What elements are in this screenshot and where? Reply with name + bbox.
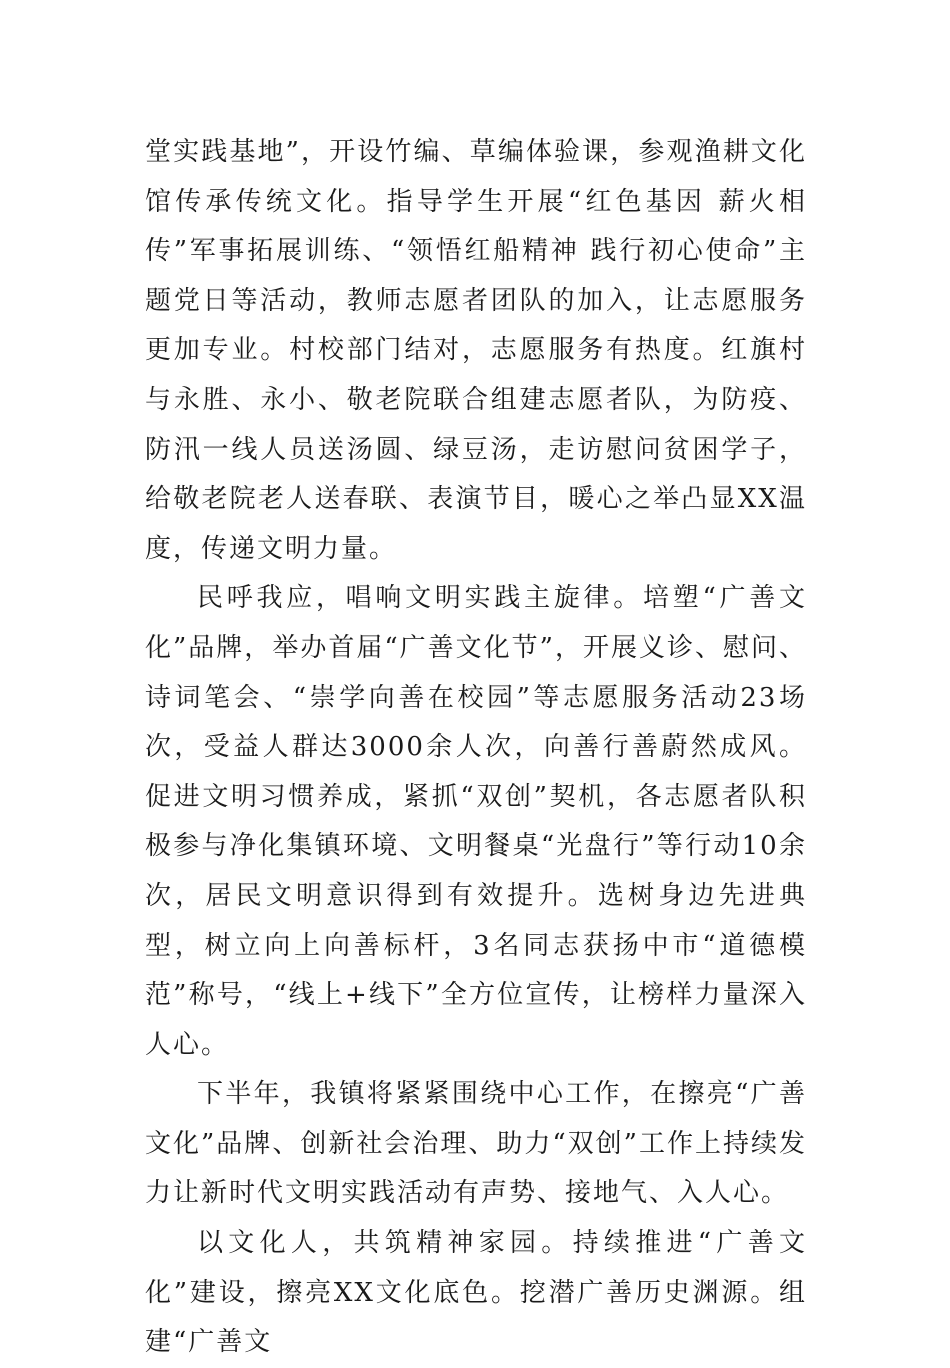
document-body [145, 128, 807, 1368]
paragraph-civilization-practice: 民呼我应，唱响文明实践主旋律。培塑“广善文化”品牌，举办首届“广善文化节”，开展义诊、慰问、诗词笔会、“崇学向善在校园”等志愿服务活动23场次，受益人群达3000余人次，向善行善蔚然成风。促进文明习惯养成，紧抓“双创”契机，各志愿者队积极参与净化集镇环境、文明餐桌“光盘行”等行动10余次，居民文明意识得到有效提升。选树身边先进典型，树立向上向善标杆，3名同志获扬中市“道德模范”称号，“线上+线下”全方位宣传，让榜样力量深入人心。 [145, 583, 807, 1060]
paragraph-second-half-plan: 下半年，我镇将紧紧围绕中心工作，在擦亮“广善文化”品牌、创新社会治理、助力“双创”工作上持续发力让新时代文明实践活动有声势、接地气、入人心。 [145, 1079, 807, 1209]
paragraph-continued: 堂实践基地”，开设竹编、草编体验课，参观渔耕文化馆传承传统文化。指导学生开展“红色基因 薪火相传”军事拓展训练、“领悟红船精神 践行初心使命”主题党日等活动，教师志愿者团队的加入，让志愿服务更加专业。村校部门结对，志愿服务有热度。红旗村与永胜、永小、敬老院联合组建志愿者队，为防疫、防汛一线人员送汤圆、绿豆汤，走访慰问贫困学子，给敬老院老人送春联、表演节目，暖心之举凸显XX温度，传递文明力量。 [145, 137, 807, 564]
paragraph-culture-building: 以文化人，共筑精神家园。持续推进“广善文化”建设，擦亮XX文化底色。挖潜广善历史渊源。组建“广善文 [145, 1228, 807, 1358]
